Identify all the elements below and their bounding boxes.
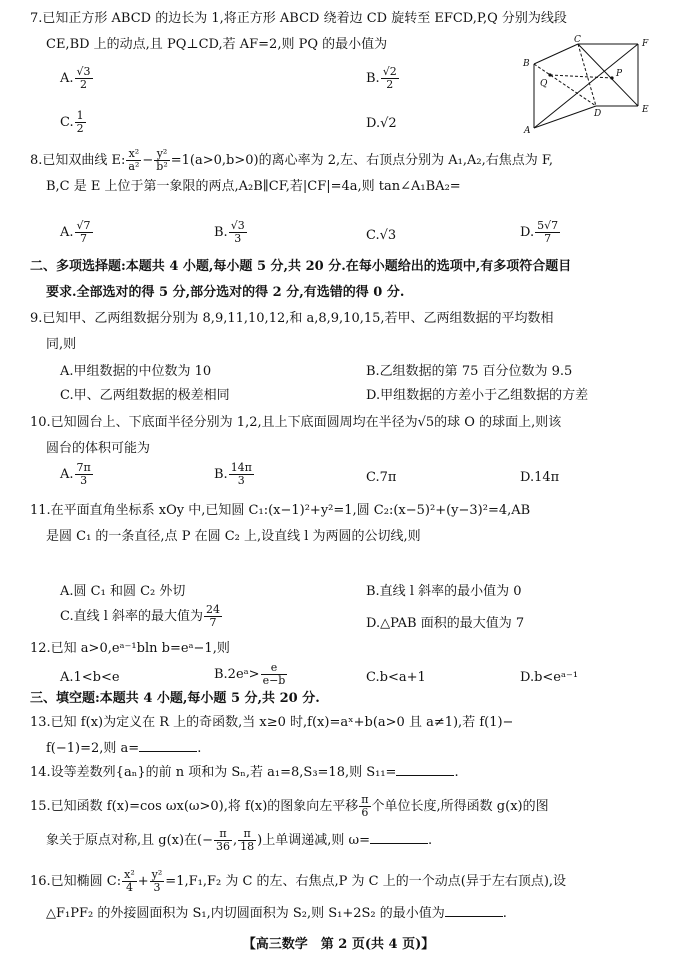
q10-option-d: D.14π xyxy=(520,470,560,485)
q10-option-b-fraction: $\frac{14\pi}{3}$ xyxy=(230,461,252,487)
q16-frac-x2-4: $\frac{\text{x²}}{4}$ xyxy=(124,868,135,894)
q10-option-b: B. $\frac{14\pi}{3}$ xyxy=(214,461,252,487)
question-10 xyxy=(30,410,655,462)
q8-frac-x2a2: $\frac{\text{x²}}{\text{a²}}$ xyxy=(128,147,140,173)
q16-answer-blank[interactable] xyxy=(445,902,503,917)
label-e: E xyxy=(642,105,649,115)
label-a: A xyxy=(524,126,531,134)
q10-option-a: A. $\frac{7\pi}{3}$ xyxy=(60,461,91,487)
q12-line1: 12.已知 a>0,eᵃ⁻¹bln b=eᵃ−1,则 xyxy=(30,641,230,656)
q8-option-a-fraction: $\frac{√7}{7}$ xyxy=(76,219,91,245)
label-f: F xyxy=(642,39,649,49)
q15-line2: 象关于原点对称,且 g(x)在(− $\frac{\pi}{36}$ , $\frac{\pi}{18}$ )上单调递减,则 ω= . xyxy=(46,827,433,853)
q9-line1: 9.已知甲、乙两组数据分别为 8,9,11,10,12,和 a,8,9,10,15,若甲、乙两组数据的平均数相 xyxy=(30,311,554,326)
q16-line2: △F₁PF₂ 的外接圆面积为 S₁,内切圆面积为 S₂,则 S₁+2S₂ 的最小值为 . xyxy=(30,898,655,930)
q11-option-c-fraction: $\frac{24}{7}$ xyxy=(206,603,221,629)
q7-geometry-figure xyxy=(520,34,660,134)
q8-line2: B,C 是 E 上位于第一象限的两点,A₂B∥CF,若|CF|=4a,则 tan∠A₁BA₂= xyxy=(46,179,461,194)
q11-line2: 是圆 C₁ 的一条直径,点 P 在圆 C₂ 上,设直线 l 为两圆的公切线,则 xyxy=(46,529,421,544)
point-p xyxy=(610,76,613,79)
question-13 xyxy=(30,710,655,762)
q15-interval-left-fraction: $\frac{\pi}{36}$ xyxy=(216,827,231,853)
q10-line1: 10.已知圆台上、下底面半径分别为 1,2,且上下底面圆周均在半径为√5的球 O 的球面上,则该 xyxy=(30,415,562,430)
segment-pq xyxy=(550,75,612,78)
q7-option-b-fraction: $\frac{√2}{2}$ xyxy=(382,65,397,91)
q7-option-a: A. $\frac{√3}{2}$ xyxy=(60,65,91,91)
q11-option-d: D.△PAB 面积的最大值为 7 xyxy=(366,616,525,631)
q9-line2: 同,则 xyxy=(46,337,77,352)
q9-option-a: A.甲组数据的中位数为 10 xyxy=(60,364,212,379)
q7-option-d: D.√2 xyxy=(366,116,397,131)
q13-line2: f(−1)=2,则 a= . xyxy=(30,736,655,762)
q8-option-a: A. $\frac{√7}{7}$ xyxy=(60,219,91,245)
q12-option-b-fraction: $\frac{e}{e-b}$ xyxy=(262,661,286,687)
edge-ad xyxy=(534,106,596,128)
point-q xyxy=(548,73,551,76)
q11-option-b: B.直线 l 斜率的最小值为 0 xyxy=(366,584,522,599)
question-12 xyxy=(30,636,655,662)
label-b: B xyxy=(523,59,530,69)
q15-answer-blank[interactable] xyxy=(370,829,428,844)
q12-option-a: A.1<b<e xyxy=(60,670,120,685)
q7-line2: CE,BD 上的动点,且 PQ⊥CD,若 AF=2,则 PQ 的最小值为 xyxy=(46,37,388,52)
q9-option-b: B.乙组数据的第 75 百分位数为 9.5 xyxy=(366,364,573,379)
label-p: P xyxy=(616,69,623,79)
q8-option-c: C.√3 xyxy=(366,228,397,243)
q11-option-c: C.直线 l 斜率的最大值为 $\frac{24}{7}$ xyxy=(60,603,221,629)
question-15 xyxy=(30,790,655,858)
q10-line2: 圆台的体积可能为 xyxy=(46,441,151,456)
question-8 xyxy=(30,148,655,200)
q15-shift-fraction: $\frac{\pi}{6}$ xyxy=(361,793,369,819)
q8-frac-y2b2: $\frac{\text{y²}}{\text{b²}}$ xyxy=(156,147,168,173)
q13-line1: 13.已知 f(x)为定义在 R 上的奇函数,当 x≥0 时,f(x)=aˣ+b(a>0 且 a≠1),若 f(1)− xyxy=(30,715,514,730)
q8-option-d-fraction: $\frac{5√7}{7}$ xyxy=(537,219,559,245)
section-3-heading: 三、填空题:本题共 4 小题,每小题 5 分,共 20 分. xyxy=(30,691,320,706)
q14-answer-blank[interactable] xyxy=(396,761,454,776)
question-16 xyxy=(30,866,655,930)
q8-option-b-fraction: $\frac{√3}{3}$ xyxy=(230,219,245,245)
q7-option-a-fraction: $\frac{√3}{2}$ xyxy=(76,65,91,91)
q7-line1: 7.已知正方形 ABCD 的边长为 1,将正方形 ABCD 绕着边 CD 旋转至 EFCD,P,Q 分别为线段 xyxy=(30,11,567,26)
q11-option-a: A.圆 C₁ 和圆 C₂ 外切 xyxy=(60,584,186,599)
edge-bc xyxy=(534,44,578,64)
label-q: Q xyxy=(540,79,548,89)
q13-answer-blank[interactable] xyxy=(139,737,197,752)
q14-line1: 14.设等差数列{aₙ}的前 n 项和为 Sₙ,若 a₁=8,S₃=18,则 S₁₁= . xyxy=(30,760,655,786)
q8-option-b: B. $\frac{√3}{3}$ xyxy=(214,219,245,245)
q12-option-d: D.b<eᵃ⁻¹ xyxy=(520,670,579,685)
q8-option-d: D. $\frac{5√7}{7}$ xyxy=(520,219,559,245)
section-2-heading: 二、多项选择题:本题共 4 小题,每小题 5 分,共 20 分.在每小题给出的选项中,有多项符合题目 要求.全部选对的得 5 分,部分选对的得 2 分,有选错的得 0 分. xyxy=(30,259,572,300)
question-11 xyxy=(30,498,655,550)
question-9 xyxy=(30,306,655,358)
q12-option-b: B.2eᵃ> $\frac{e}{e-b}$ xyxy=(214,661,286,687)
q12-option-c: C.b<a+1 xyxy=(366,670,426,685)
q9-option-c: C.甲、乙两组数据的极差相同 xyxy=(60,388,230,403)
label-d: D xyxy=(594,109,602,119)
q16-line1: 16.已知椭圆 C: $\frac{\text{x²}}{4}$ + $\frac{\text{y²}}{3}$ =1,F₁,F₂ 为 C 的左、右焦点,P 为 C 上的一个动点(异于左右顶点),设 xyxy=(30,868,567,894)
q15-interval-right-fraction: $\frac{\pi}{18}$ xyxy=(240,827,255,853)
q8-line1: 8.已知双曲线 E: $\frac{\text{x²}}{\text{a²}}$ − $\frac{\text{y²}}{\text{b²}}$ =1(a>0,b>0)的离心率为 2,左、右顶点分别为 A₁,A₂,右焦点为 F, xyxy=(30,147,553,173)
q7-option-c: C. $\frac{1}{2}$ xyxy=(60,109,84,135)
q7-option-b: B. $\frac{√2}{2}$ xyxy=(366,65,397,91)
page-footer: 【高三数学 第 2 页(共 4 页)】 xyxy=(242,937,435,952)
q9-option-d: D.甲组数据的方差小于乙组数据的方差 xyxy=(366,388,589,403)
q10-option-a-fraction: $\frac{7\pi}{3}$ xyxy=(76,461,91,487)
q10-option-c: C.7π xyxy=(366,470,397,485)
question-14 xyxy=(30,760,655,786)
q16-frac-y2-3: $\frac{\text{y²}}{3}$ xyxy=(151,868,163,894)
q11-line1: 11.在平面直角坐标系 xOy 中,已知圆 C₁:(x−1)²+y²=1,圆 C₂:(x−5)²+(y−3)²=4,AB xyxy=(30,503,531,518)
label-c: C xyxy=(574,35,581,45)
q7-option-c-fraction: $\frac{1}{2}$ xyxy=(76,109,84,135)
q15-line1: 15.已知函数 f(x)=cos ωx(ω>0),将 f(x)的图象向左平移 $\frac{\pi}{6}$ 个单位长度,所得函数 g(x)的图 xyxy=(30,793,549,819)
